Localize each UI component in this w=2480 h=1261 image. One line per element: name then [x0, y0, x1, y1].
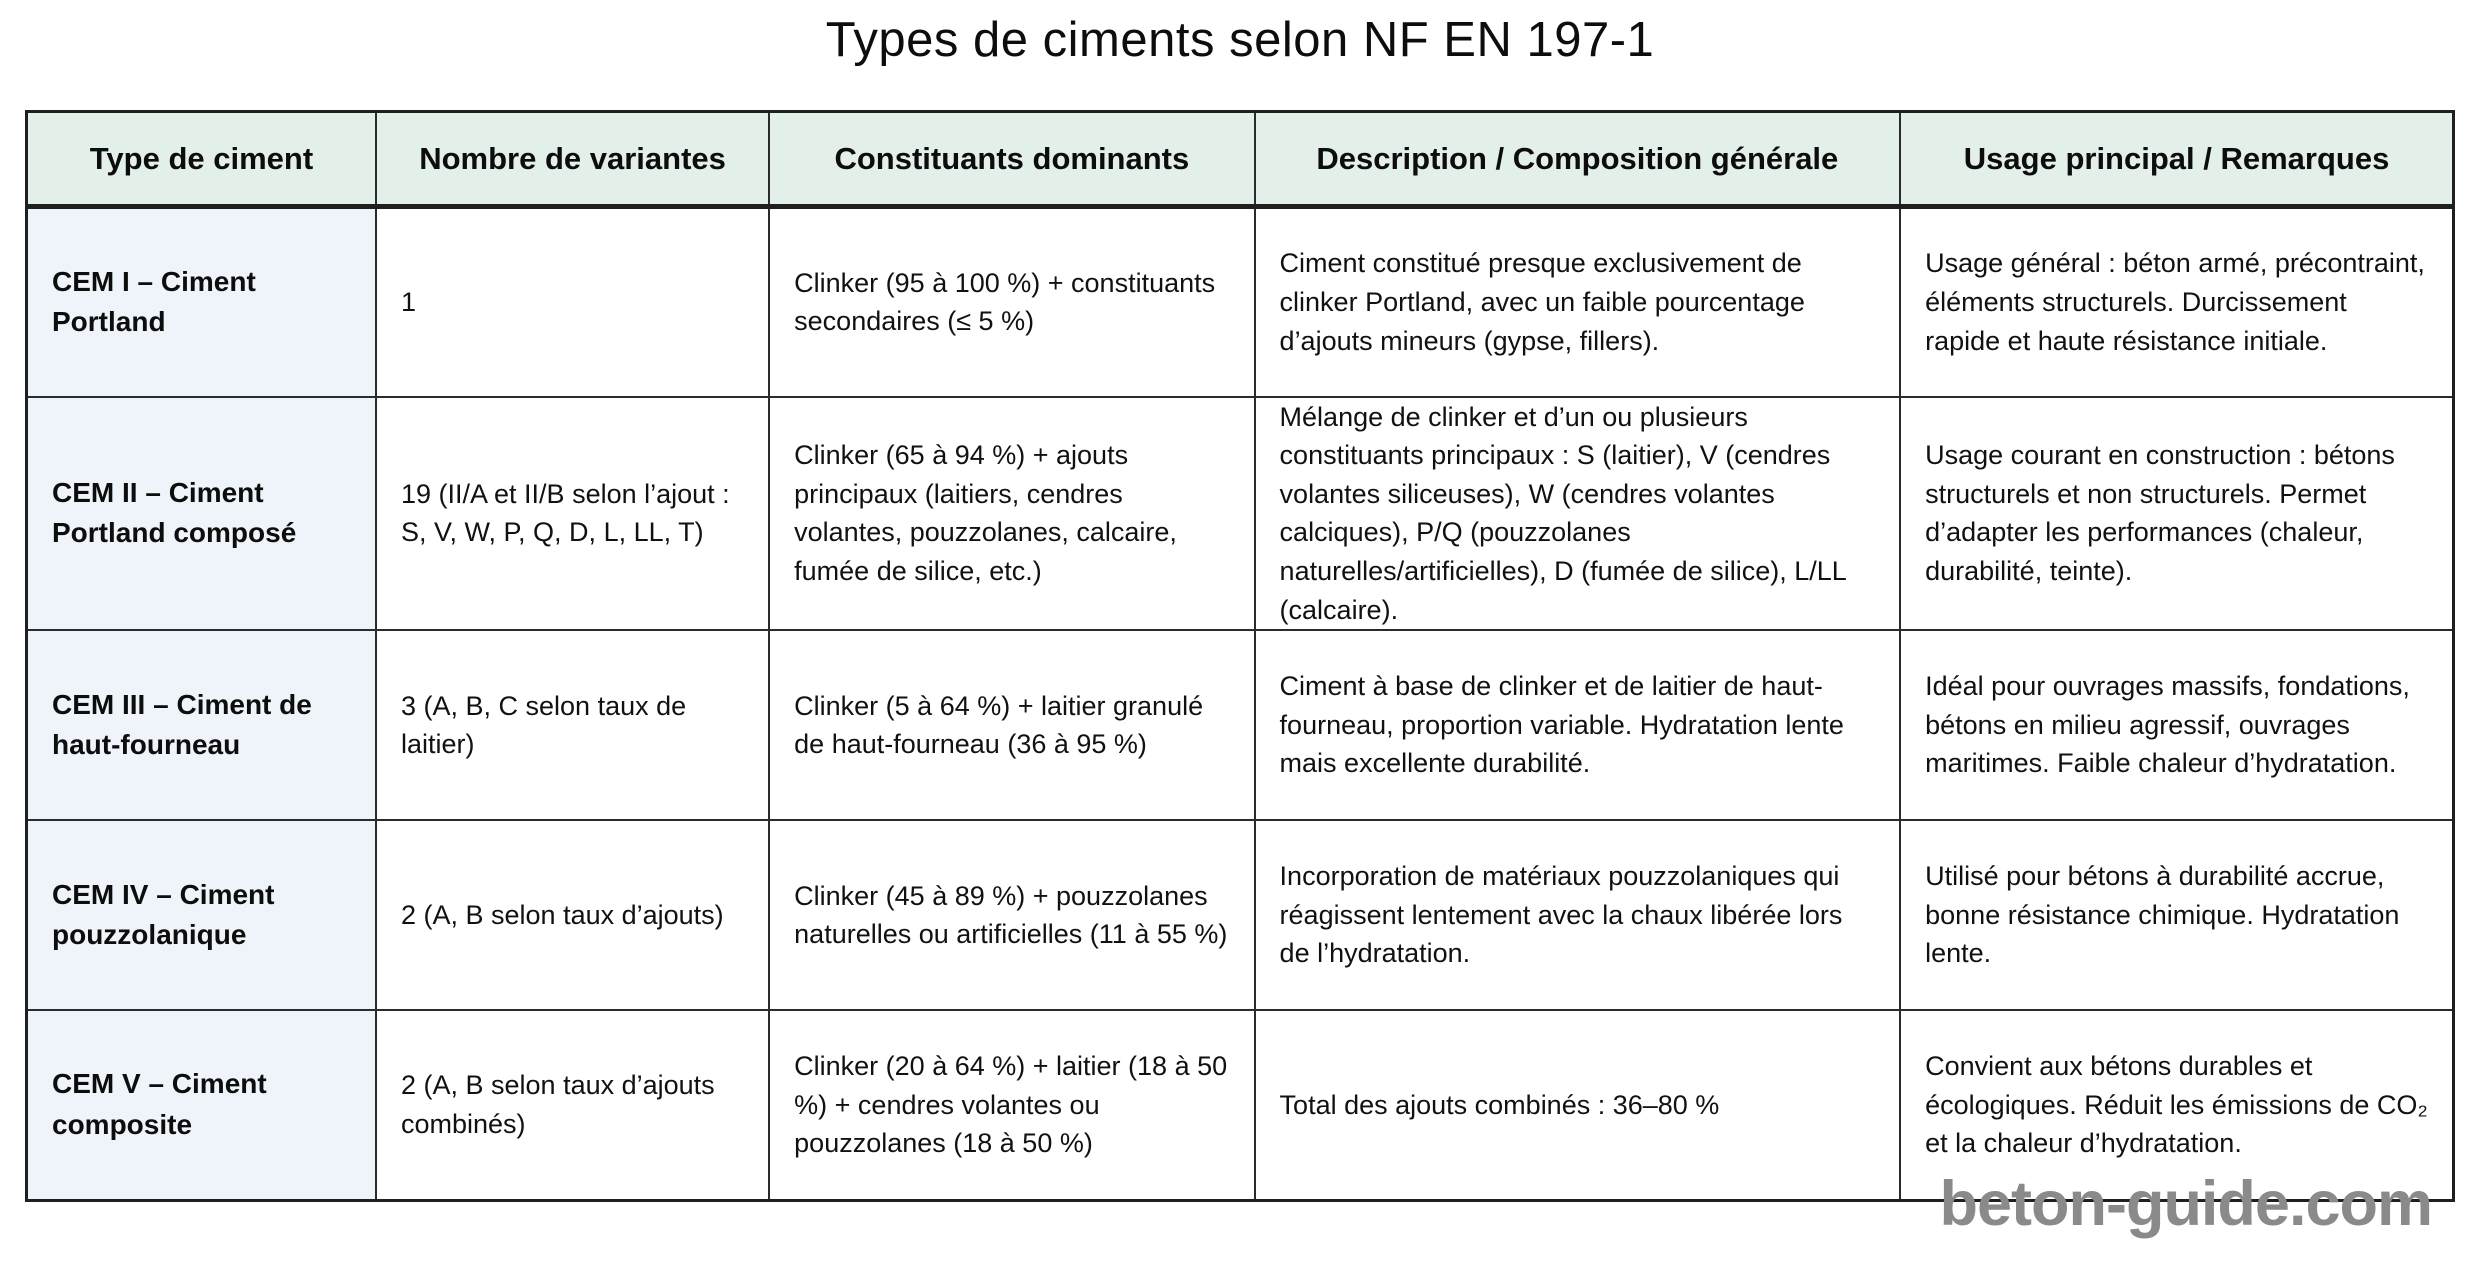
column-header-variants: Nombre de variantes [376, 112, 769, 207]
table-row [27, 397, 2454, 631]
cell-constituents: Clinker (20 à 64 %) + laitier (18 à 50 %) + cendres volantes ou pouzzolanes (18 à 50 %) [769, 1010, 1254, 1200]
cell-variants: 3 (A, B, C selon taux de laitier) [376, 630, 769, 820]
column-header-description: Description / Composition générale [1255, 112, 1901, 207]
cell-constituents: Clinker (5 à 64 %) + laitier granulé de haut-fourneau (36 à 95 %) [769, 630, 1254, 820]
column-header-constituents: Constituants dominants [769, 112, 1254, 207]
cell-description: Ciment à base de clinker et de laitier de haut-fourneau, proportion variable. Hydratation lente mais excellente durabilité. [1255, 630, 1901, 820]
cement-table [25, 110, 2455, 1202]
cell-usage: Idéal pour ouvrages massifs, fondations, bétons en milieu agressif, ouvrages maritimes. Faible chaleur d’hydratation. [1900, 630, 2453, 820]
cell-variants: 2 (A, B selon taux d’ajouts) [376, 820, 769, 1010]
column-header-usage: Usage principal / Remarques [1900, 112, 2453, 207]
cell-description: Ciment constitué presque exclusivement de clinker Portland, avec un faible pourcentage d’ajouts mineurs (gypse, fillers). [1255, 207, 1901, 397]
table-row [27, 207, 2454, 397]
cell-type: CEM IV – Ciment pouzzolanique [27, 820, 376, 1010]
page-title: Types de ciments selon NF EN 197-1 [825, 13, 1655, 67]
cell-usage: Usage courant en construction : bétons structurels et non structurels. Permet d’adapter les performances (chaleur, durabilité, teinte). [1900, 397, 2453, 631]
table-row [27, 630, 2454, 820]
cell-description: Incorporation de matériaux pouzzolaniques qui réagissent lentement avec la chaux libérée lors de l’hydratation. [1255, 820, 1901, 1010]
cell-constituents: Clinker (65 à 94 %) + ajouts principaux (laitiers, cendres volantes, pouzzolanes, calcaire, fumée de silice, etc.) [769, 397, 1254, 631]
cell-type: CEM I – Ciment Portland [27, 207, 376, 397]
cell-description: Total des ajouts combinés : 36–80 % [1255, 1010, 1901, 1200]
cell-type: CEM II – Ciment Portland composé [27, 397, 376, 631]
table-header-row [27, 112, 2454, 207]
watermark-text: beton-guide.com [1939, 1169, 2432, 1239]
cell-description: Mélange de clinker et d’un ou plusieurs constituants principaux : S (laitier), V (cendres volantes siliceuses), W (cendres volantes calciques), P/Q (pouzzolanes naturelles/artificielles), D (fumée de silice), L/LL (calcaire). [1255, 397, 1901, 631]
cell-variants: 2 (A, B selon taux d’ajouts combinés) [376, 1010, 769, 1200]
cell-constituents: Clinker (95 à 100 %) + constituants secondaires (≤ 5 %) [769, 207, 1254, 397]
column-header-type: Type de ciment [27, 112, 376, 207]
table-row [27, 820, 2454, 1010]
cell-usage: Convient aux bétons durables et écologiques. Réduit les émissions de CO₂ et la chaleur d’hydratation. [1900, 1010, 2453, 1200]
cell-usage: Utilisé pour bétons à durabilité accrue, bonne résistance chimique. Hydratation lente. [1900, 820, 2453, 1010]
cell-variants: 19 (II/A et II/B selon l’ajout : S, V, W, P, Q, D, L, LL, T) [376, 397, 769, 631]
cell-type: CEM III – Ciment de haut-fourneau [27, 630, 376, 820]
cell-type: CEM V – Ciment composite [27, 1010, 376, 1200]
cell-variants: 1 [376, 207, 769, 397]
cell-usage: Usage général : béton armé, précontraint, éléments structurels. Durcissement rapide et haute résistance initiale. [1900, 207, 2453, 397]
cell-constituents: Clinker (45 à 89 %) + pouzzolanes naturelles ou artificielles (11 à 55 %) [769, 820, 1254, 1010]
